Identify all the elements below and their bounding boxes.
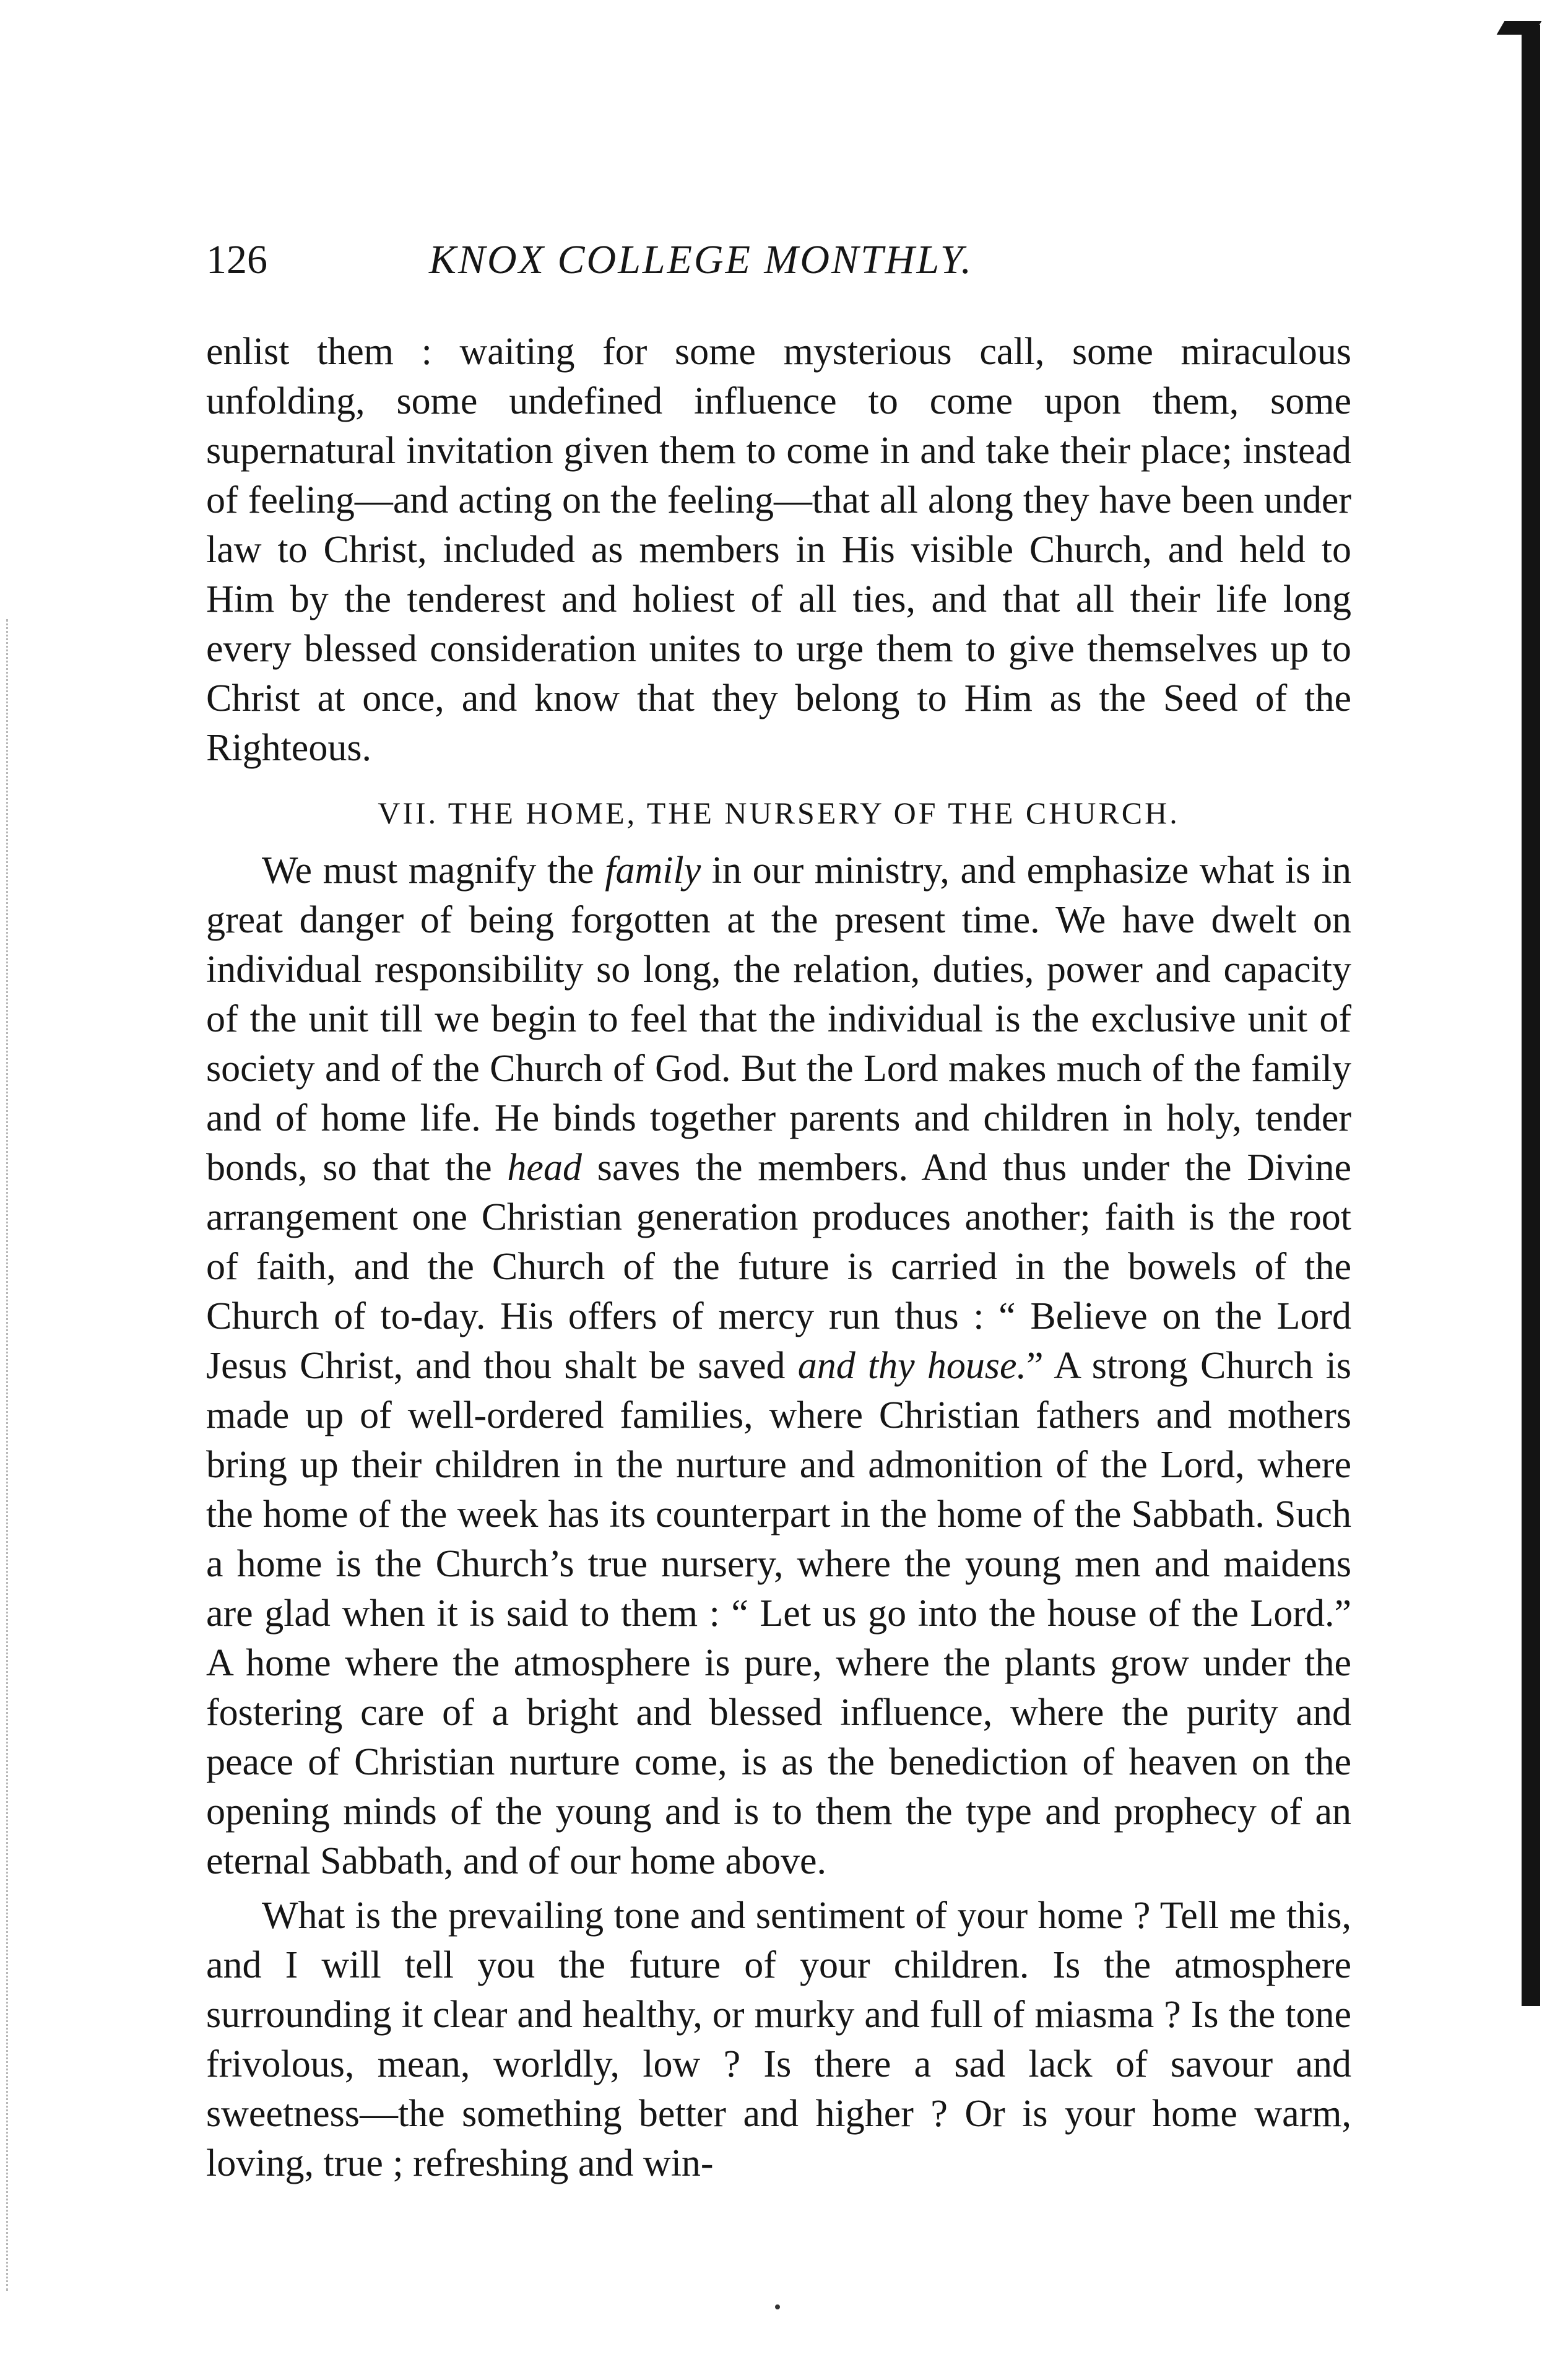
paragraph-family-text-3: saves the members. And thus under the Divine arrangement one Christian generation produces another; faith is the root of faith, and the Church of the future is carried in the bowels of the Church of to-day. His offers of mercy run thus : “ Believe on the Lord Jesus Christ, and thou shalt be saved: [206, 1147, 1351, 1387]
paragraph-family-text-1: We must magnify the: [262, 849, 605, 892]
italic-and-thy-house: and thy house.: [797, 1345, 1026, 1387]
journal-title: KNOX COLLEGE MONTHLY.: [429, 237, 973, 282]
paragraph-home-tone: What is the prevailing tone and sentiment of your home ? Tell me this, and I will tell you the future of your children. Is the atmosphere surrounding it clear and healthy, or murky and full of miasma ? Is the tone frivolous, mean, worldly, low ? Is there a sad lack of savour and sweetness—the something better and higher ? Or is your home warm, loving, true ; refreshing and win-: [206, 1895, 1351, 2184]
paragraph-family-text-2: in our ministry, and emphasize what is in great danger of being forgotten at the present time. We have dwelt on individual responsibility so long, the relation, duties, power and capacity of the unit till we begin to feel that the individual is the exclusive unit of society and of the Church of God. But the Lord makes much of the family and of home life. He binds together parents and children in holy, tender bonds, so that the: [206, 849, 1351, 1189]
paragraph-family: [206, 846, 1351, 1886]
scan-speck-bottom: [775, 2304, 780, 2309]
section-heading: VII. THE HOME, THE NURSERY OF THE CHURCH.: [378, 796, 1180, 830]
paragraph-family-text-4: ” A strong Church is made up of well-ordered families, where Christian fathers and mothers bring up their children in the nurture and admonition of the Lord, where the home of the week has its counterpart in the home of the Sabbath. Such a home is the Church’s true nursery, where the young men and maidens are glad when it is said to them : “ Let us go into the house of the Lord.” A home where the atmosphere is pure, where the plants grow under the fostering care of a bright and blessed influence, where the purity and peace of Christian nurture come, is as the benediction of heaven on the opening minds of the young and is to them the type and prophecy of an eternal Sabbath, and of our home above.: [206, 1345, 1352, 1882]
opening-paragraph: enlist them : waiting for some mysterious call, some miraculous unfolding, some undefined influence to come upon them, some supernatural invitation given them to come in and take their place; instead of feeling—and acting on the feeling—that all along they have been under law to Christ, included as members in His visible Church, and held to Him by the tenderest and holiest of all ties, and that all their life long every blessed consideration unites to urge them to give themselves up to Christ at once, and know that they belong to Him as the Seed of the Righteous.: [206, 331, 1351, 769]
running-head: [206, 232, 1351, 288]
scan-specks: [6, 619, 12, 2291]
italic-head: head: [507, 1147, 582, 1189]
body-text: [206, 327, 1351, 2188]
page-number: 126: [206, 237, 267, 282]
italic-family: family: [605, 849, 701, 892]
page-edge-shadow: [1522, 25, 1540, 2006]
